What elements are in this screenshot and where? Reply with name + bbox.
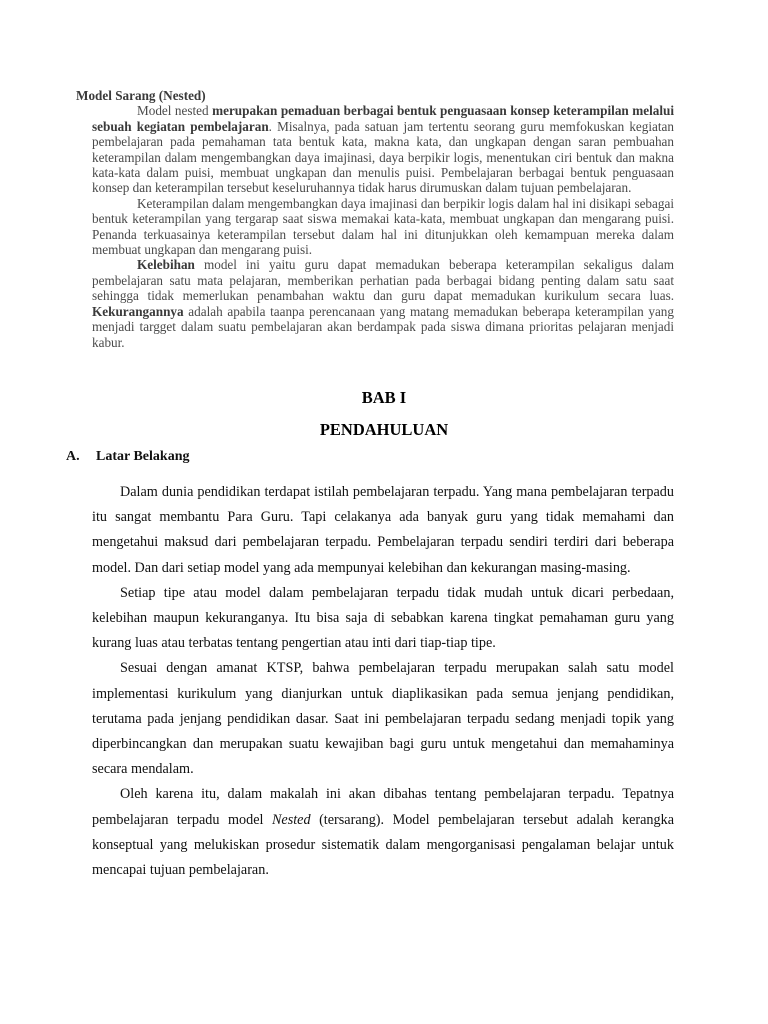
section-heading xyxy=(66,449,189,465)
excerpt-paragraph-2: Keterampilan dalam mengembangkan daya imajinasi dan berpikir logis dalam hal ini disikapi sebagai bentuk keterampilan yang tergarap saat siswa memakai kata-kata, membuat ungkapan dan mengarang puisi. Penanda terkuasainya keterampilan tersebut dalam hal ini ditunjukkan oleh kemampuan mereka dalam membuat ungkapan dan mengarang puisi. xyxy=(92,195,674,258)
excerpt-p3-bold-kelebihan: Kelebihan xyxy=(137,257,195,273)
excerpt-paragraph-3 xyxy=(92,257,674,349)
section-letter: A. xyxy=(66,449,80,464)
excerpt-p3-text1: model ini yaitu guru dapat memadukan beberapa keterampilan sekaligus dalam pembelajaran satu mata pelajaran, memberikan perhatian pada berbagai bidang penting dalam satu saat sehingga tidak memerlukan penambahan waktu dan guru dapat memadukan kurikulum secara luas. xyxy=(92,257,674,304)
body-p4-text-a: Oleh karena itu, dalam makalah ini akan dibahas tentang pembelajaran terpadu. Tepatnya pembelajaran terpadu model xyxy=(92,786,674,828)
body-p4-italic: Nested xyxy=(271,811,311,828)
previous-page-excerpt xyxy=(76,88,674,350)
section-title: Latar Belakang xyxy=(96,449,190,464)
chapter-number: BAB I xyxy=(361,388,407,407)
body-paragraph-4 xyxy=(92,782,674,883)
excerpt-p1-rest: . Misalnya, pada satuan jam tertentu seorang guru memfokuskan kegiatan pembelajaran pada pemahaman tata bentuk kata, makna kata, dan ungkapan dengan saran pembuahan keterampilan dalam mengembangkan daya imajinasi, daya berpikir logis, menentukan ciri bentuk dan makna kata-kata dalam puisi, membuat ungkapan dan menulis puisi. Pembelajaran berbagai bentuk penguasaan konsep dan keterampilan tersebut keseluruhannya tidak harus dirumuskan dalam tujuan pembelajaran. xyxy=(92,118,674,196)
chapter-title: PENDAHULUAN xyxy=(319,420,449,439)
excerpt-p3-text2: adalah apabila taanpa perencanaan yang matang memadukan beberapa keterampilan yang menjadi targget dalam suatu pembelajaran akan berdampak pada siswa dimana prioritas pelajaran menjadi kabur. xyxy=(92,303,674,350)
excerpt-heading: Model Sarang (Nested) xyxy=(76,88,206,103)
excerpt-p3-bold-kekurangan: Kekurangannya xyxy=(92,303,184,319)
excerpt-paragraph-1 xyxy=(92,103,674,195)
excerpt-p1-lead: Model nested xyxy=(137,103,213,119)
excerpt-p1-bold: merupakan pemaduan berbagai bentuk penguasaan konsep keterampilan melalui sebuah kegiatan pembelajaran xyxy=(92,103,674,134)
section-body xyxy=(92,480,674,883)
body-paragraph-3: Sesuai dengan amanat KTSP, bahwa pembelajaran terpadu merupakan salah satu model implementasi kurikulum yang dianjurkan untuk diaplikasikan pada semua jenjang pendidikan, terutama pada jenjang pendidikan dasar. Saat ini pembelajaran terpadu sedang menjadi topik yang diperbincangkan dan merupakan suatu kewajiban bagi guru untuk mengetahui dan memahaminya secara mendalam. xyxy=(92,660,674,778)
body-paragraph-2: Setiap tipe atau model dalam pembelajaran terpadu tidak mudah untuk dicari perbedaan, kelebihan maupun kekuranganya. Itu bisa saja di sebabkan karena tingkat pemahaman guru yang kurang luas atau terbatas tentang pengertian atau inti dari tiap-tiap tipe. xyxy=(92,584,674,652)
body-paragraph-1: Dalam dunia pendidikan terdapat istilah pembelajaran terpadu. Yang mana pembelajaran terpadu itu sangat membantu Para Guru. Tapi celakanya ada banyak guru yang tidak memahami dan mengetahui maksud dari pembelajaran terpadu. Pembelajaran terpadu sendiri terdiri dari beberapa model. Dan dari setiap model yang ada mempunyai kelebihan dan kekurangan masing-masing. xyxy=(92,484,674,576)
body-p4-text-b: (tersarang). Model pembelajaran tersebut adalah kerangka konseptual yang melukiskan prosedur sistematik dalam mengorganisasi pengalaman belajar untuk mencapai tujuan pembelajaran. xyxy=(92,811,674,879)
